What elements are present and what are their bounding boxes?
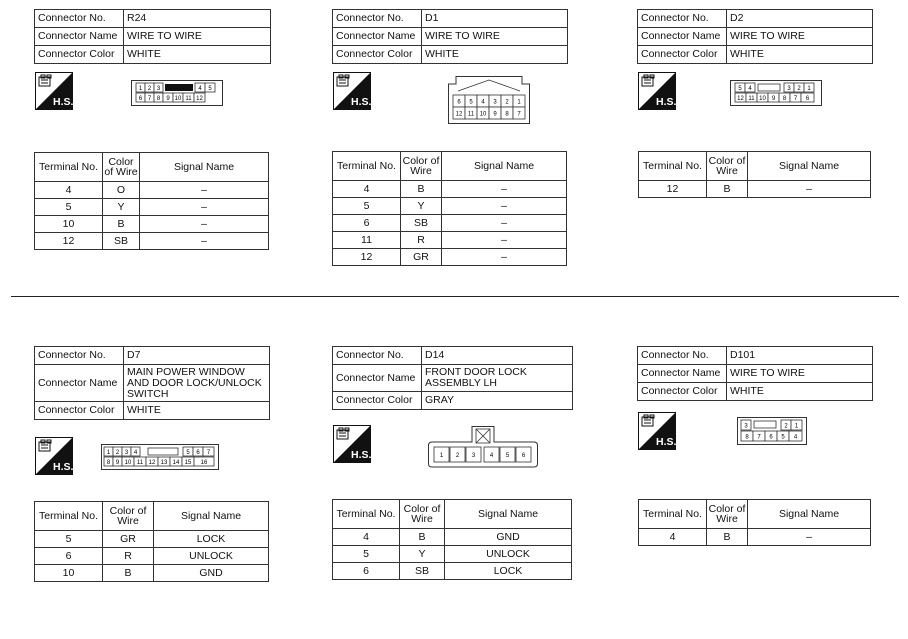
pin-label: 10 [124,460,132,466]
terminal-cell: 12 [35,233,103,250]
signal-cell: UNLOCK [154,548,269,565]
connector-color-value: WHITE [422,46,568,64]
hs-label: H.S. [656,436,676,448]
pin-label: 4 [133,450,138,456]
signal-cell: LOCK [154,531,269,548]
connector-name-label: Connector Name [35,28,124,46]
wire-color-cell: R [103,548,154,565]
wire-color-cell: B [707,181,748,198]
connector-name-label: Connector Name [638,28,727,46]
pin-label: 1 [794,423,799,430]
connector-no-label: Connector No. [333,10,422,28]
wire-color-cell: GR [103,531,154,548]
pin-label: 1 [439,453,444,459]
pin-label: 6 [521,453,526,459]
table-row [35,531,269,548]
hs-label: H.S. [53,96,73,108]
pin-label: 11 [467,111,475,118]
signal-cell: – [748,529,871,546]
connector-color-label: Connector Color [333,46,422,64]
connector-no-value: D2 [727,10,873,28]
pin-label: 6 [196,450,200,456]
wire-color-header: Color of Wire [707,500,748,529]
connector-face-diagram [131,80,223,106]
pin-label: 16 [200,460,208,466]
terminal-table [332,499,572,580]
signal-name-header: Signal Name [442,152,567,181]
connector-face-diagram [101,444,219,470]
terminal-cell: 10 [35,216,103,233]
harness-side-icon [35,437,73,475]
terminal-no-header: Terminal No. [35,153,103,182]
pin-label: 11 [748,96,755,102]
hs-label: H.S. [351,449,371,461]
terminal-cell: 12 [333,249,401,266]
pin-label: 4 [748,86,752,92]
table-row [35,233,269,250]
terminal-no-header: Terminal No. [639,500,707,529]
pin-label: 5 [186,450,190,456]
signal-name-header: Signal Name [748,152,871,181]
wire-color-header: Color of Wire [401,152,442,181]
pin-label: 2 [115,450,120,456]
connector-face-diagram [428,426,538,468]
connector-name-value: WIRE TO WIRE [124,28,271,46]
pin-label: 11 [136,460,144,466]
connector-color-label: Connector Color [333,392,422,410]
signal-cell: – [442,249,567,266]
pin-label: 9 [166,96,170,102]
connector-color-label: Connector Color [638,46,727,64]
table-row [333,232,567,249]
harness-side-icon [333,72,371,110]
table-row [333,181,567,198]
pin-label: 2 [147,86,152,92]
pin-label: 7 [793,96,798,102]
connector-no-value: D101 [727,347,873,365]
pin-label: 10 [759,96,766,102]
signal-cell: – [140,182,269,199]
pin-label: 8 [745,434,749,441]
connector-color-value: WHITE [124,402,270,420]
connector-no-label: Connector No. [35,10,124,28]
pin-label: 12 [455,111,463,118]
connector-color-label: Connector Color [35,402,124,420]
pin-label: 7 [517,111,521,118]
terminal-cell: 4 [333,181,401,198]
connector-name-label: Connector Name [333,365,422,392]
signal-cell: – [748,181,871,198]
signal-cell: – [140,216,269,233]
connector-info-table [34,346,270,420]
pin-label: 3 [471,453,476,459]
connector-no-label: Connector No. [638,347,727,365]
connector-info-table [637,9,873,64]
pin-row-bottom [453,107,525,119]
wire-color-cell: Y [401,198,442,215]
pin-label: 14 [172,460,180,466]
pin-label: 6 [138,96,143,102]
terminal-cell: 4 [35,182,103,199]
signal-name-header: Signal Name [154,502,269,531]
table-row [333,249,567,266]
connector-no-value: R24 [124,10,271,28]
connector-face-diagram [448,76,530,124]
connector-name-value: WIRE TO WIRE [422,28,568,46]
terminal-no-header: Terminal No. [333,152,401,181]
terminal-cell: 4 [639,529,707,546]
pin-label: 4 [793,434,798,441]
connector-info-table [332,346,573,410]
wire-color-cell: GR [401,249,442,266]
connector-no-value: D14 [422,347,573,365]
connector-name-label: Connector Name [35,365,124,402]
wire-color-cell: B [401,181,442,198]
signal-cell: – [442,215,567,232]
terminal-cell: 12 [639,181,707,198]
pin-label: 2 [505,99,509,106]
connector-color-value: WHITE [727,46,873,64]
terminal-cell: 10 [35,565,103,582]
pin-label: 1 [106,450,111,456]
table-row [35,565,269,582]
pin-label: 8 [782,96,787,102]
wire-color-cell: SB [401,215,442,232]
pin-label: 7 [757,434,761,441]
connector-name-label: Connector Name [638,365,727,383]
lock-tab [165,84,193,91]
connector-color-value: WHITE [727,383,873,401]
pin-label: 5 [738,86,742,92]
connector-color-label: Connector Color [638,383,727,401]
wire-color-cell: Y [103,199,140,216]
terminal-no-header: Terminal No. [333,500,400,529]
pin-label: 3 [744,423,748,430]
connector-no-label: Connector No. [638,10,727,28]
wire-color-cell: B [400,529,445,546]
connector-name-value: FRONT DOOR LOCK ASSEMBLY LH [422,365,573,392]
connector-name-value: WIRE TO WIRE [727,365,873,383]
terminal-cell: 6 [35,548,103,565]
pin-label: 6 [769,434,773,441]
hs-label: H.S. [656,96,676,108]
pin-label: 9 [115,460,120,466]
connector-face-diagram [730,80,822,106]
harness-side-icon [35,72,73,110]
pin-label: 1 [517,99,521,106]
table-row [35,216,269,233]
pin-label: 9 [493,111,497,118]
table-row [35,548,269,565]
section-divider [11,296,899,297]
wire-color-cell: SB [103,233,140,250]
wire-color-header: Color of Wire [707,152,748,181]
harness-side-icon [333,425,371,463]
table-row [333,563,572,580]
pin-label: 8 [156,96,161,102]
pin-row-bottom [136,93,205,102]
pin-label: 9 [771,96,776,102]
table-row [333,198,567,215]
pin-label: 3 [124,450,129,456]
terminal-cell: 11 [333,232,401,249]
pin-label: 5 [469,99,473,106]
terminal-no-header: Terminal No. [35,502,103,531]
signal-cell: – [140,233,269,250]
terminal-cell: 5 [333,198,401,215]
pin-row-bottom [104,457,214,466]
pin-label: 2 [797,86,801,92]
wire-color-cell: B [103,565,154,582]
pin-label: 7 [206,450,211,456]
connector-no-value: D1 [422,10,568,28]
wire-color-cell: SB [400,563,445,580]
pin-label: 5 [781,434,785,441]
signal-cell: UNLOCK [445,546,572,563]
pin-label: 12 [196,96,203,102]
connector-color-value: GRAY [422,392,573,410]
terminal-cell: 6 [333,563,400,580]
pin-label: 2 [784,423,788,430]
signal-name-header: Signal Name [140,153,269,182]
hs-label: H.S. [53,461,73,473]
connector-info-table [637,346,873,401]
connector-no-label: Connector No. [35,347,124,365]
wire-color-cell: B [103,216,140,233]
pin-label: 4 [481,99,485,106]
terminal-no-header: Terminal No. [639,152,707,181]
table-row [35,182,269,199]
terminal-cell: 5 [35,531,103,548]
harness-side-icon [638,412,676,450]
pin-row-top [453,95,525,107]
pin-label: 11 [185,96,192,102]
pin-label: 8 [505,111,509,118]
lock-tab [148,448,178,455]
wire-color-cell: O [103,182,140,199]
pin-label: 12 [148,460,156,466]
harness-side-icon [638,72,676,110]
terminal-cell: 5 [333,546,400,563]
pin-label: 12 [737,96,744,102]
wire-color-cell: Y [400,546,445,563]
terminal-cell: 4 [333,529,400,546]
pin-label: 1 [807,86,811,92]
table-row [333,215,567,232]
pin-label: 8 [106,460,111,466]
table-row [35,199,269,216]
terminal-table [34,501,269,582]
signal-cell: GND [445,529,572,546]
terminal-table [34,152,269,250]
connector-name-value: MAIN POWER WINDOW AND DOOR LOCK/UNLOCK SWITCH [124,365,270,402]
signal-cell: – [442,181,567,198]
table-row [333,529,572,546]
signal-cell: – [140,199,269,216]
pin-row-bottom [735,93,814,102]
connector-info-table [332,9,568,64]
pin-label: 7 [147,96,152,102]
connector-color-value: WHITE [124,46,271,64]
terminal-table [638,499,871,546]
wire-color-header: Color of Wire [103,502,154,531]
terminal-table [638,151,871,198]
pin-label: 3 [156,86,161,92]
pin-row-top [735,83,814,92]
connector-info-table [34,9,271,64]
table-row [639,181,871,198]
hs-label: H.S. [351,96,371,108]
signal-cell: GND [154,565,269,582]
connector-no-label: Connector No. [333,347,422,365]
pin-label: 4 [198,86,202,92]
connector-no-value: D7 [124,347,270,365]
pin-label: 6 [805,96,810,102]
pin-row-top [104,447,214,456]
table-row [639,529,871,546]
signal-name-header: Signal Name [445,500,572,529]
pin-label: 13 [160,460,168,466]
pin-label: 1 [138,86,143,92]
wire-color-cell: B [707,529,748,546]
terminal-table [332,151,567,266]
connector-face-diagram [737,417,807,445]
signal-cell: LOCK [445,563,572,580]
connector-name-label: Connector Name [333,28,422,46]
wire-color-cell: R [401,232,442,249]
wire-color-header: Color of Wire [103,153,140,182]
terminal-cell: 5 [35,199,103,216]
pin-label: 10 [479,111,487,118]
pin-label: 2 [455,453,460,459]
table-row [333,546,572,563]
pin-label: 15 [184,460,192,466]
pin-label: 5 [505,453,510,459]
lock-tab [754,421,776,428]
pin-label: 10 [174,96,182,102]
lock-tab [758,84,780,91]
pin-label: 4 [489,453,494,459]
signal-name-header: Signal Name [748,500,871,529]
signal-cell: – [442,232,567,249]
signal-cell: – [442,198,567,215]
pin-label: 5 [208,86,212,92]
wire-color-header: Color of Wire [400,500,445,529]
pin-row-bottom [741,431,802,441]
pin-label: 3 [787,86,791,92]
figure-code [0,580,1,633]
pin-label: 3 [493,99,497,106]
connector-color-label: Connector Color [35,46,124,64]
pin-row-top [136,83,215,92]
pin-label: 6 [457,99,461,106]
connector-name-value: WIRE TO WIRE [727,28,873,46]
terminal-cell: 6 [333,215,401,232]
